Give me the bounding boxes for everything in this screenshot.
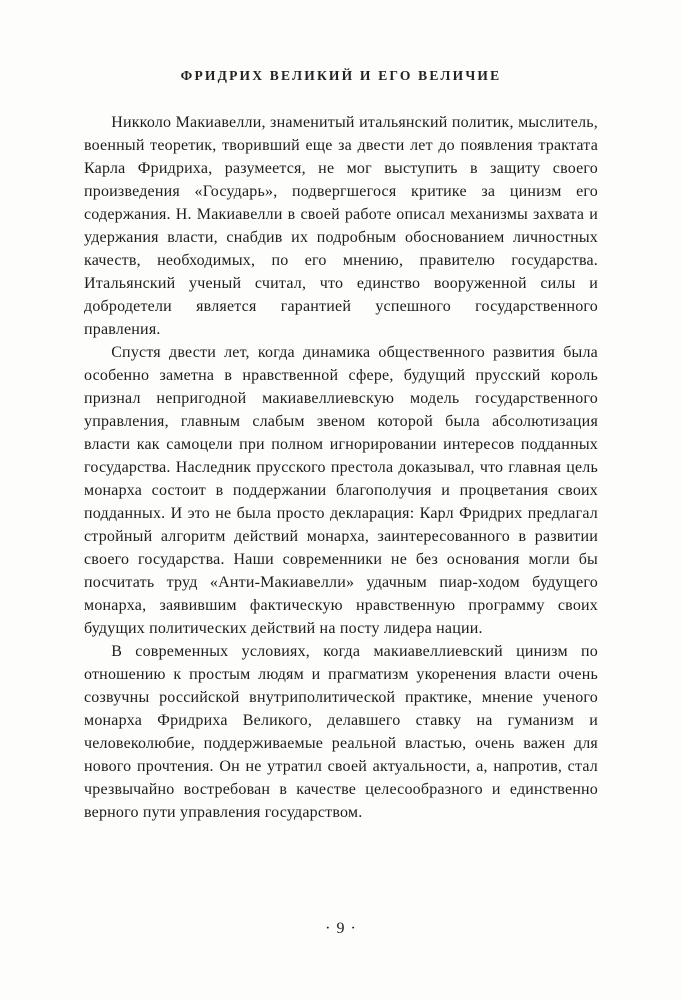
paragraph: Никколо Макиавелли, знаменитый итальянский политик, мыслитель, военный теоретик, творивший еще за двести лет до появления трактата Карла Фридриха, разумеется, не мог выступить в защиту своего произведения «Государь», подвергшегося критике за цинизм его содержания. Н. Макиавелли в своей работе описал механизмы захвата и удержания власти, снабдив их подробным обоснованием личностных качеств, необходимых, по его мнению, правителю государства. Итальянский ученый считал, что единство вооруженной силы и добродетели является гарантией успешного государственного правления.: [84, 114, 598, 338]
paragraph: Спустя двести лет, когда динамика общественного развития была особенно заметна в нравственной сфере, будущий прусский король признал непригодной макиавеллиевскую модель государственного управления, главным слабым звеном которой была абсолютизация власти как самоцели при полном игнорировании интересов подданных государства. Наследник прусского престола доказывал, что главная цель монарха состоит в поддержании благополучия и процветания своих подданных. И это не была просто декларация: Карл Фридрих предлагал стройный алгоритм действий монарха, заинтересованного в развитии своего государства. Наши современники не без основания могли бы посчитать труд «Анти-Макиавелли» удачным пиар-ходом будущего монарха, заявившим фактическую нравственную программу своих будущих политических действий на посту лидера нации.: [84, 344, 598, 637]
body-text: [84, 111, 598, 824]
page-number: · 9 ·: [325, 920, 357, 937]
running-header: ФРИДРИХ ВЕЛИКИЙ И ЕГО ВЕЛИЧИЕ: [180, 68, 502, 83]
paragraph: В современных условиях, когда макиавеллиевский цинизм по отношению к простым людям и прагматизм укоренения власти очень созвучны российской внутриполитической практике, мнение ученого монарха Фридриха Великого, делавшего ставку на гуманизм и человеколюбие, поддерживаемые реальной властью, очень важен для нового прочтения. Он не утратил своей актуальности, а, напротив, стал чрезвычайно востребован в качестве целесообразного и единственно верного пути управления государством.: [84, 643, 598, 821]
